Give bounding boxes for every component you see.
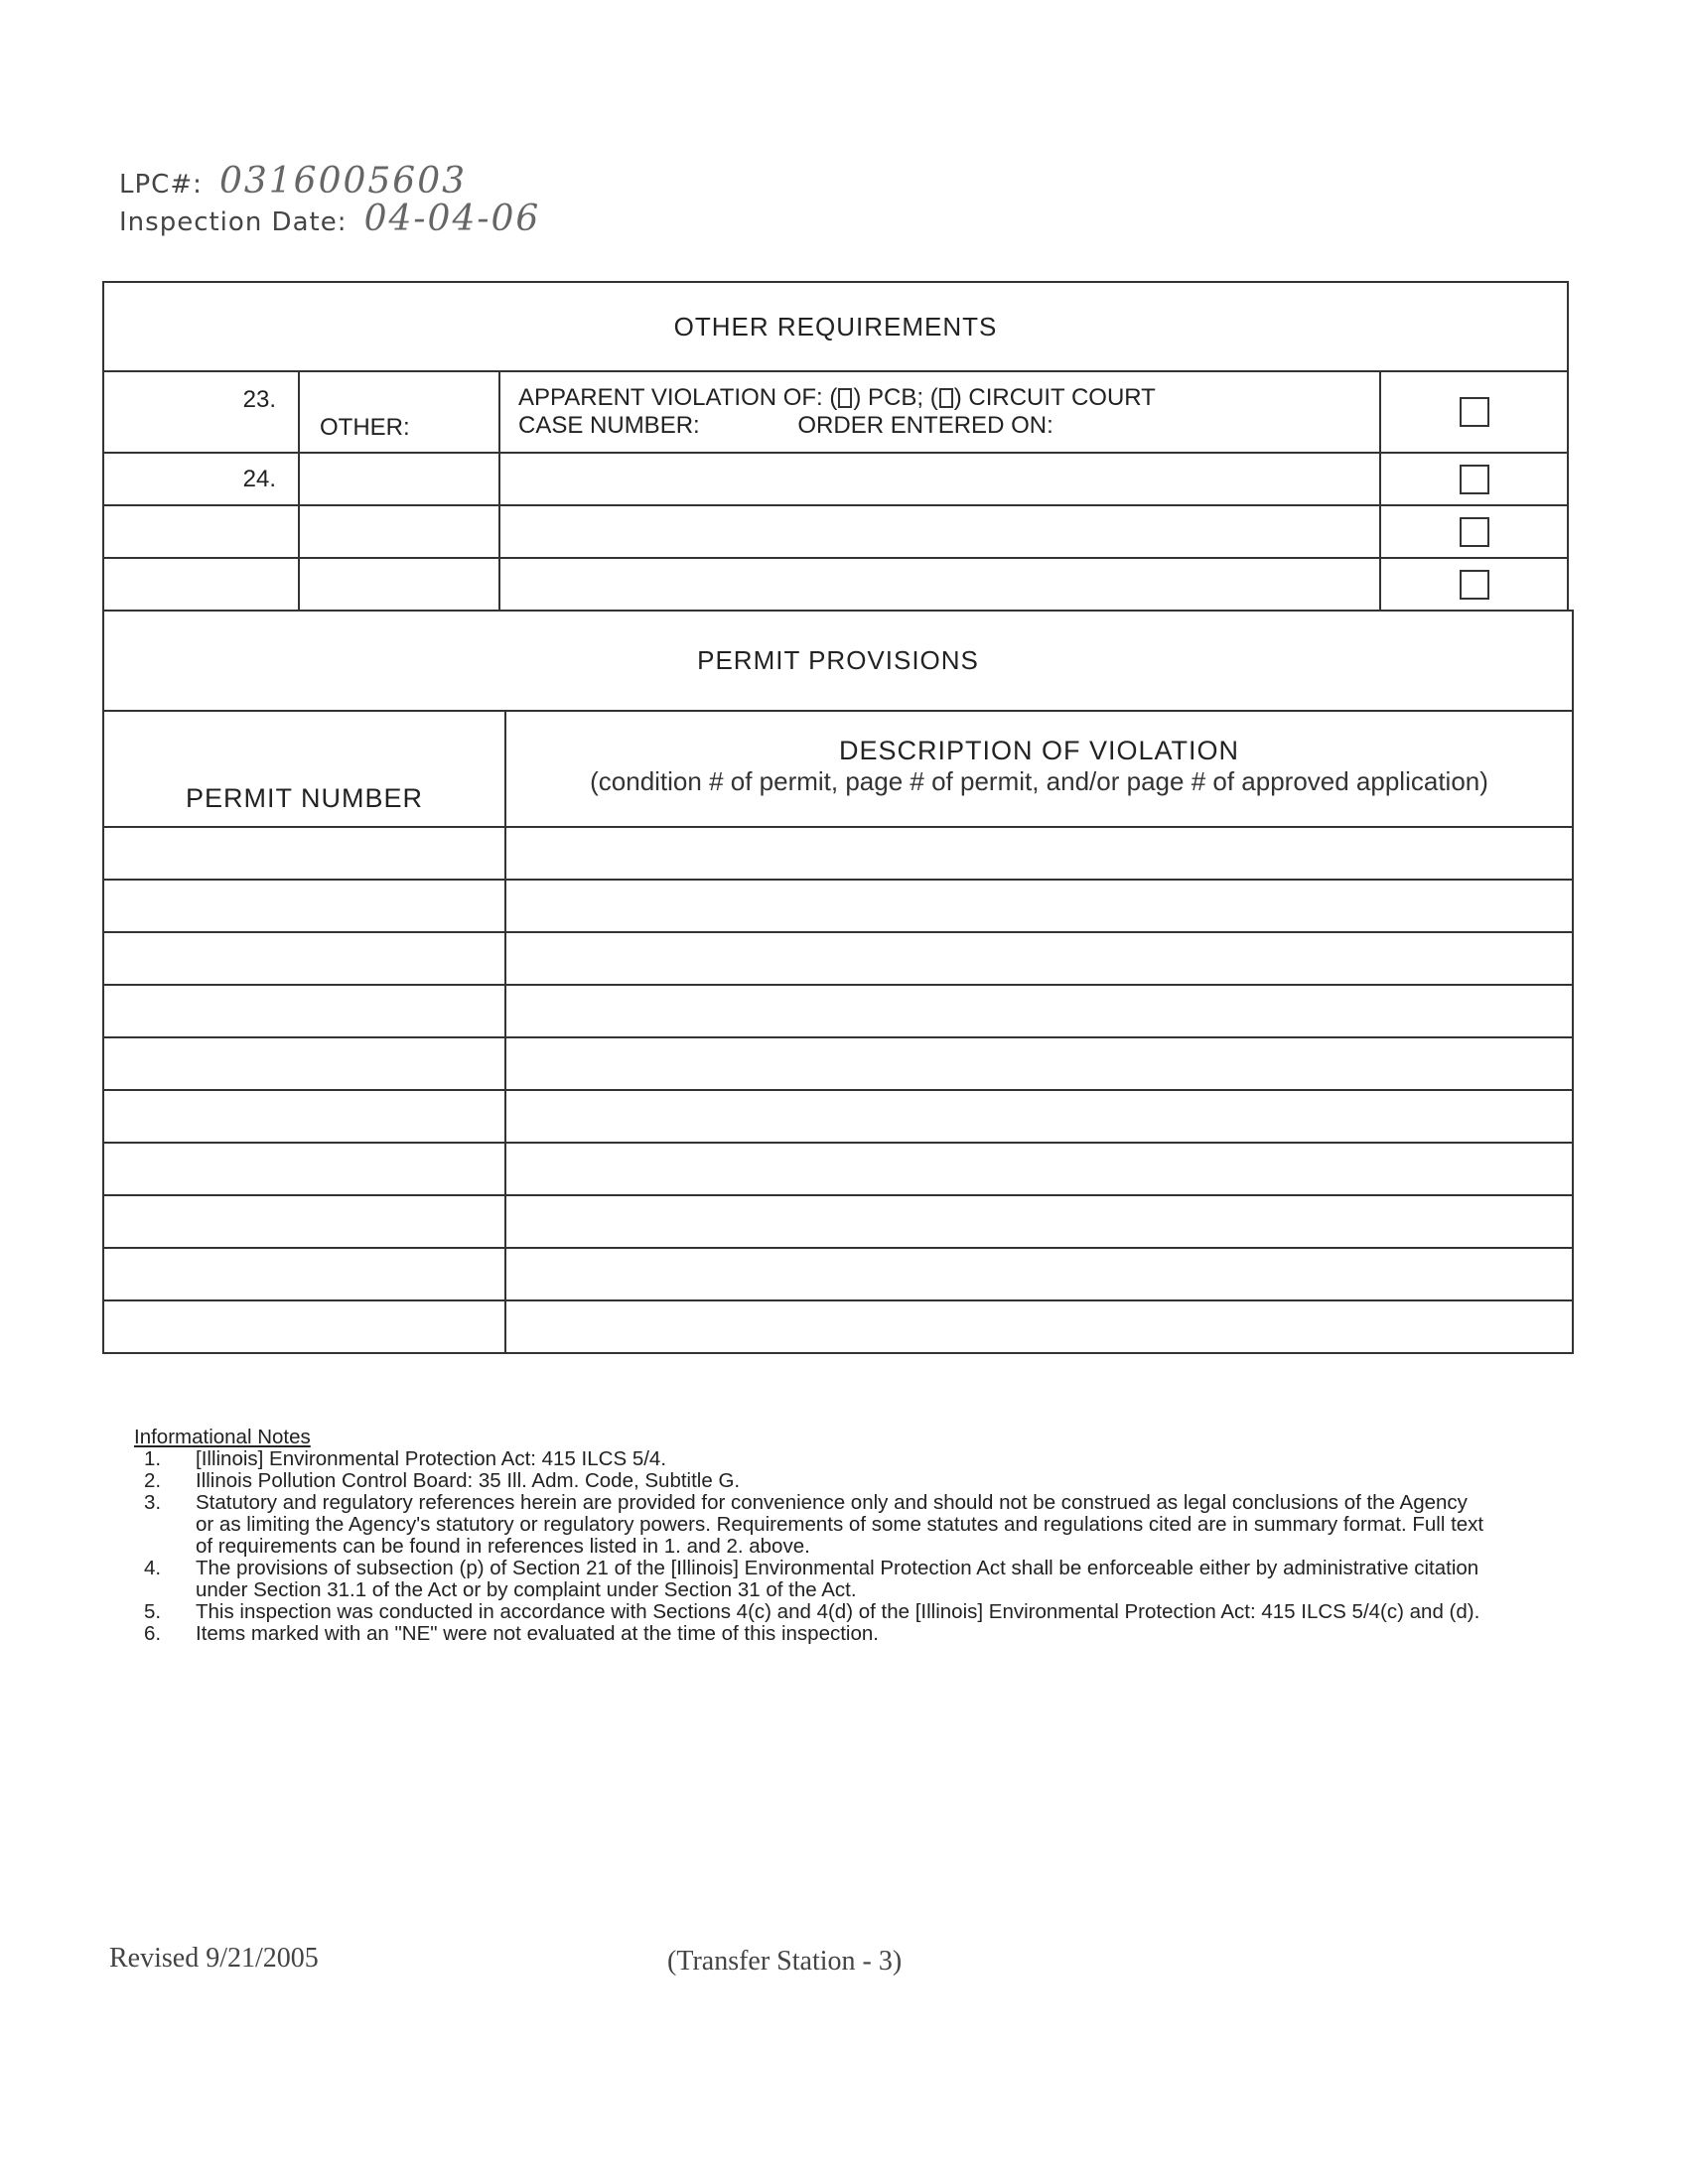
inspection-date-value: 04-04-06 bbox=[363, 199, 541, 239]
other-cell[interactable] bbox=[299, 558, 499, 611]
table-row bbox=[103, 505, 1568, 558]
page-label: (Transfer Station - 3) bbox=[667, 1946, 903, 1977]
case-number-label: CASE NUMBER: bbox=[518, 412, 700, 439]
note-item bbox=[134, 1623, 1484, 1645]
table-row bbox=[103, 880, 1573, 932]
table-row bbox=[103, 1143, 1573, 1195]
note-item bbox=[134, 1601, 1484, 1623]
description-subheader: (condition # of permit, page # of permit, and/or page # of approved application) bbox=[590, 766, 1488, 796]
violation-description-cell[interactable] bbox=[505, 880, 1573, 932]
row-checkbox[interactable] bbox=[1460, 465, 1489, 494]
circuit-court-text: ) CIRCUIT COURT bbox=[953, 384, 1156, 411]
table-row bbox=[103, 1248, 1573, 1300]
violation-cell[interactable] bbox=[499, 505, 1380, 558]
note-number: 6. bbox=[144, 1622, 162, 1645]
violation-description-cell[interactable] bbox=[505, 1300, 1573, 1353]
informational-notes bbox=[134, 1427, 1484, 1645]
other-requirements-title: OTHER REQUIREMENTS bbox=[103, 282, 1568, 371]
table-row bbox=[103, 932, 1573, 985]
pcb-text: ) PCB; ( bbox=[853, 384, 938, 411]
note-item bbox=[134, 1448, 1484, 1470]
permit-rows bbox=[103, 827, 1573, 1353]
order-entered-label: ORDER ENTERED ON: bbox=[797, 412, 1053, 439]
note-item bbox=[134, 1492, 1484, 1558]
row-number bbox=[103, 558, 299, 611]
row-checkbox-cell bbox=[1380, 453, 1568, 505]
revised-date: Revised 9/21/2005 bbox=[109, 1943, 319, 1974]
row-checkbox[interactable] bbox=[1460, 397, 1489, 427]
permit-number-cell[interactable] bbox=[103, 880, 505, 932]
permit-number-header: PERMIT NUMBER bbox=[103, 711, 505, 827]
notes-title: Informational Notes bbox=[134, 1426, 311, 1448]
table-row bbox=[103, 1037, 1573, 1090]
inspection-date-line bbox=[119, 199, 540, 239]
permit-number-cell[interactable] bbox=[103, 1248, 505, 1300]
row-checkbox-cell bbox=[1380, 505, 1568, 558]
note-text: Statutory and regulatory references herein are provided for convenience only and should not be construed as legal conclusions of the Agency or as limiting the Agency's statutory or regulatory powers. Requirements of some statutes and regulations cited are in summary format. Full text of requirements can be found in references listed in 1. and 2. above. bbox=[196, 1491, 1484, 1558]
violation-description-cell[interactable] bbox=[505, 985, 1573, 1037]
violation-description-cell[interactable] bbox=[505, 932, 1573, 985]
permit-number-cell[interactable] bbox=[103, 1300, 505, 1353]
row-checkbox-cell bbox=[1380, 558, 1568, 611]
violation-cell[interactable] bbox=[499, 558, 1380, 611]
lpc-line bbox=[119, 161, 467, 202]
other-label: OTHER: bbox=[299, 371, 499, 453]
other-cell[interactable] bbox=[299, 505, 499, 558]
note-number: 4. bbox=[144, 1557, 162, 1579]
apparent-violation-text: APPARENT VIOLATION OF: ( bbox=[518, 384, 838, 411]
other-requirements-table bbox=[102, 281, 1569, 612]
description-header-cell bbox=[505, 711, 1573, 827]
permit-number-cell[interactable] bbox=[103, 932, 505, 985]
note-text: [Illinois] Environmental Protection Act: 415 ILCS 5/4. bbox=[196, 1447, 667, 1470]
table-row bbox=[103, 371, 1568, 453]
note-number: 3. bbox=[144, 1491, 162, 1514]
violation-description-cell[interactable] bbox=[505, 1090, 1573, 1143]
note-text: Items marked with an "NE" were not evaluated at the time of this inspection. bbox=[196, 1622, 879, 1645]
row-number: 24. bbox=[103, 453, 299, 505]
circuit-court-checkbox[interactable] bbox=[939, 388, 953, 408]
row-number: 23. bbox=[103, 371, 299, 453]
permit-number-cell[interactable] bbox=[103, 1037, 505, 1090]
note-number: 2. bbox=[144, 1469, 162, 1492]
table-row bbox=[103, 558, 1568, 611]
violation-description-cell[interactable] bbox=[505, 1037, 1573, 1090]
violation-description-cell[interactable] bbox=[505, 827, 1573, 880]
note-text: The provisions of subsection (p) of Section 21 of the [Illinois] Environmental Protection Act shall be enforceable either by administrative citation under Section 31.1 of the Act or by complaint under Section 31 of the Act. bbox=[196, 1557, 1479, 1601]
permit-number-cell[interactable] bbox=[103, 1195, 505, 1248]
table-row bbox=[103, 827, 1573, 880]
permit-number-cell[interactable] bbox=[103, 827, 505, 880]
row-number bbox=[103, 505, 299, 558]
note-text: Illinois Pollution Control Board: 35 Ill. Adm. Code, Subtitle G. bbox=[196, 1469, 741, 1492]
apparent-violation-cell bbox=[499, 371, 1380, 453]
table-row bbox=[103, 453, 1568, 505]
permit-number-cell[interactable] bbox=[103, 985, 505, 1037]
pcb-checkbox[interactable] bbox=[838, 388, 852, 408]
inspection-date-label: Inspection Date: bbox=[119, 207, 348, 237]
table-row bbox=[103, 985, 1573, 1037]
description-header: DESCRIPTION OF VIOLATION bbox=[838, 736, 1240, 765]
other-cell[interactable] bbox=[299, 453, 499, 505]
permit-provisions-table bbox=[102, 610, 1574, 1354]
notes-list bbox=[134, 1448, 1484, 1645]
note-item bbox=[134, 1558, 1484, 1601]
violation-description-cell[interactable] bbox=[505, 1195, 1573, 1248]
note-number: 1. bbox=[144, 1447, 162, 1470]
row-checkbox-cell bbox=[1380, 371, 1568, 453]
table-row bbox=[103, 1300, 1573, 1353]
table-row bbox=[103, 1090, 1573, 1143]
violation-cell[interactable] bbox=[499, 453, 1380, 505]
note-number: 5. bbox=[144, 1600, 162, 1623]
lpc-label: LPC#: bbox=[119, 170, 203, 200]
permit-provisions-title: PERMIT PROVISIONS bbox=[103, 611, 1573, 711]
note-item bbox=[134, 1470, 1484, 1492]
note-text: This inspection was conducted in accordance with Sections 4(c) and 4(d) of the [Illinois] Environmental Protection Act: 415 ILCS 5/4(c) and (d). bbox=[196, 1600, 1480, 1623]
row-checkbox[interactable] bbox=[1460, 517, 1489, 547]
permit-number-cell[interactable] bbox=[103, 1143, 505, 1195]
row-checkbox[interactable] bbox=[1460, 570, 1489, 600]
violation-description-cell[interactable] bbox=[505, 1143, 1573, 1195]
lpc-value: 0316005603 bbox=[218, 161, 468, 202]
table-row bbox=[103, 1195, 1573, 1248]
permit-number-cell[interactable] bbox=[103, 1090, 505, 1143]
violation-description-cell[interactable] bbox=[505, 1248, 1573, 1300]
